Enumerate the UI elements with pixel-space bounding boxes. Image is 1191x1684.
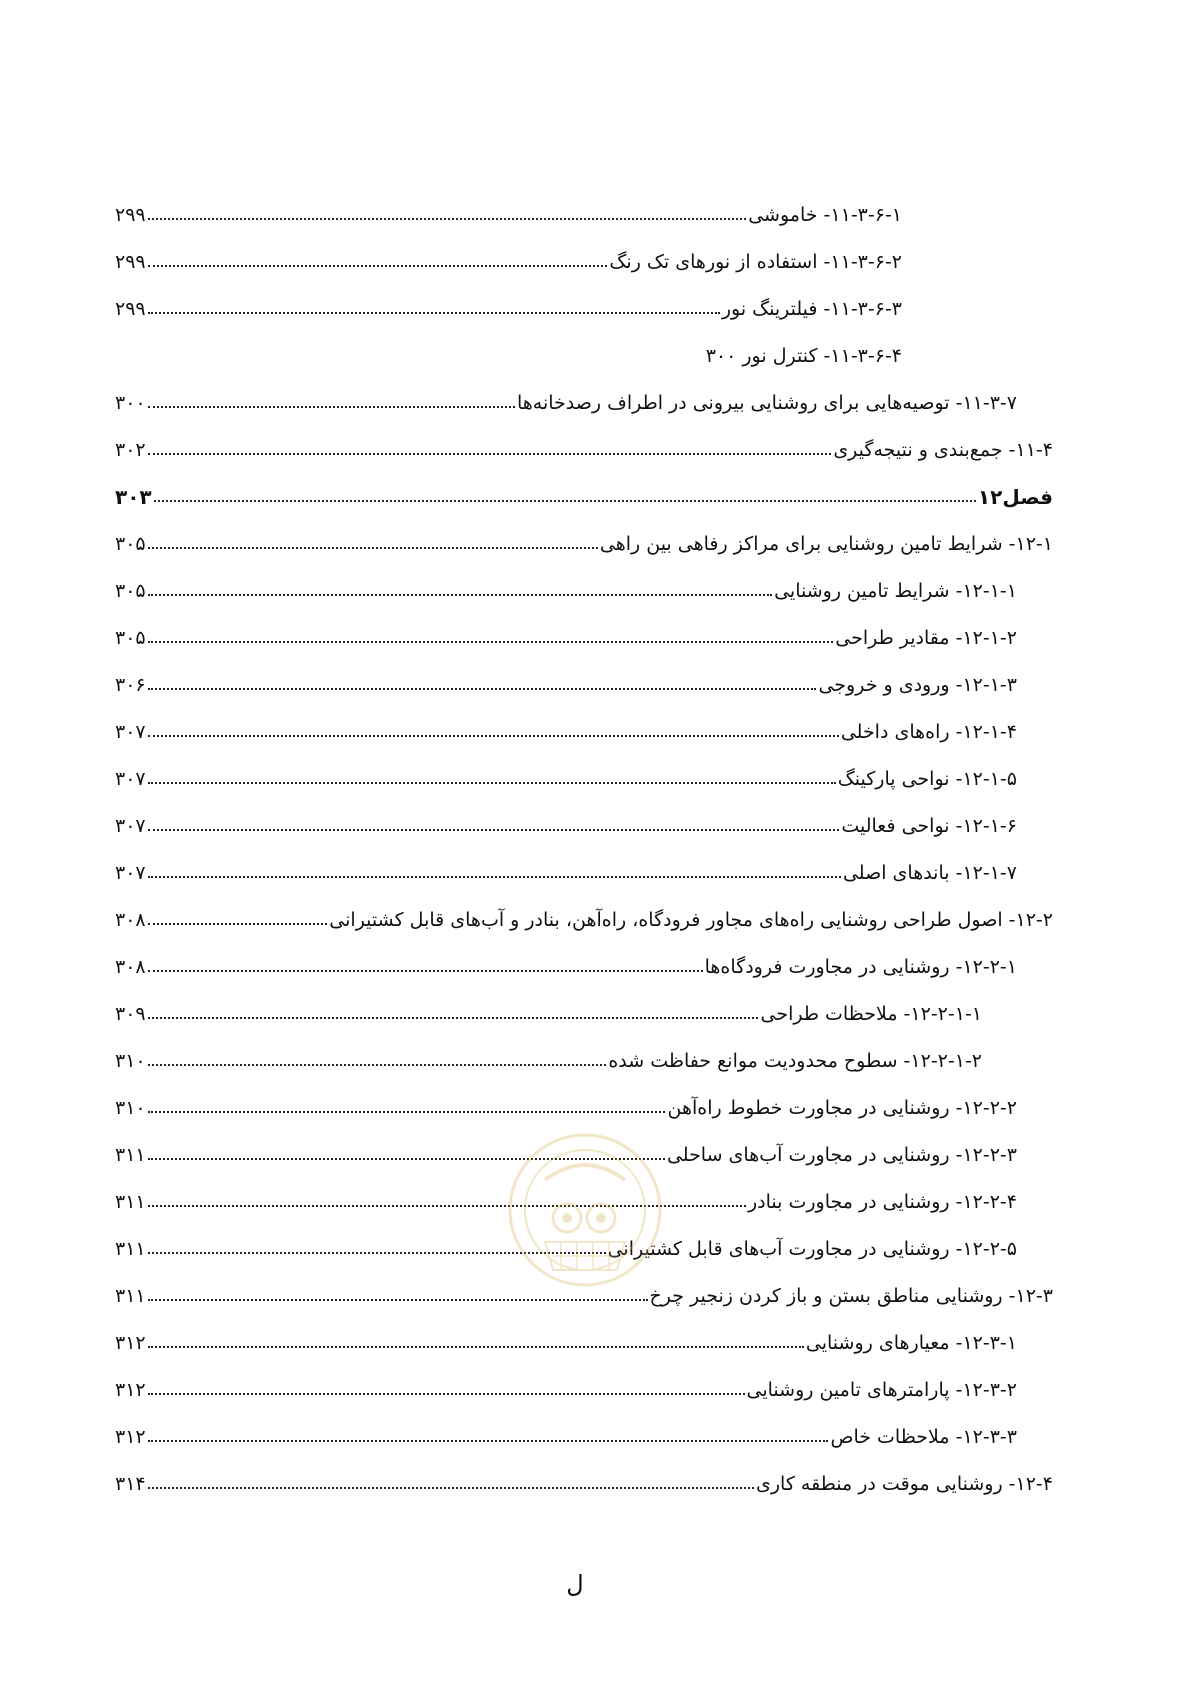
dot-leader <box>148 1346 804 1348</box>
dot-leader <box>148 829 840 831</box>
toc-title: ۱۲-۲-۲- روشنایی در مجاورت خطوط راه‌آهن <box>667 1097 1017 1119</box>
toc-page-number: ۲۹۹ <box>115 204 146 226</box>
toc-page-number: ۳۰۷ <box>115 815 146 837</box>
toc-entry[interactable] <box>115 668 1017 702</box>
toc-title: ۱۲-۲-۱-۲- سطوح محدودیت موانع حفاظت شده <box>608 1050 982 1072</box>
toc-entry[interactable] <box>115 903 1053 937</box>
dot-leader <box>148 265 608 267</box>
toc-entry[interactable] <box>115 1373 1017 1407</box>
toc-title: ۱۲-۱-۲- مقادیر طراحی <box>835 627 1017 649</box>
dot-leader <box>148 782 836 784</box>
dot-leader <box>148 641 834 643</box>
toc-entry[interactable] <box>115 950 1017 984</box>
toc-entry[interactable] <box>115 198 902 232</box>
toc-page-number: ۳۰۷ <box>115 862 146 884</box>
toc-entry[interactable] <box>115 621 1017 655</box>
toc-title: ۱۱-۴- جمع‌بندی و نتیجه‌گیری <box>833 439 1053 461</box>
toc-page-number: ۳۰۹ <box>115 1003 146 1025</box>
toc-page-number: ۲۹۹ <box>115 298 146 320</box>
toc-page-number: ۳۰۵ <box>115 580 146 602</box>
toc-page-number: ۳۰۶ <box>115 674 146 696</box>
dot-leader <box>148 1440 829 1442</box>
dot-leader <box>148 735 839 737</box>
toc-entry[interactable] <box>115 1326 1017 1360</box>
toc-page-number: ۳۱۲ <box>115 1332 146 1354</box>
toc-page-number: ۳۰۳ <box>115 485 152 509</box>
toc-entry[interactable] <box>115 527 1053 561</box>
toc-title: ۱۲-۲-۴- روشنایی در مجاورت بنادر <box>747 1191 1017 1213</box>
toc-title: ۱۲-۴- روشنایی موقت در منطقه کاری <box>756 1473 1053 1495</box>
toc-title: ۱۱-۳-۶-۱- خاموشی <box>748 204 902 226</box>
toc-title: ۱۲-۲-۱- روشنایی در مجاورت فرودگاه‌ها <box>704 956 1017 978</box>
toc-entry[interactable] <box>115 386 1017 420</box>
toc-title: ۱۲-۱-۳- ورودی و خروجی <box>818 674 1017 696</box>
toc-entry[interactable] <box>115 1044 982 1078</box>
toc-title: ۱۲-۱-۴- راه‌های داخلی <box>840 721 1017 743</box>
toc-entry[interactable] <box>115 433 1053 467</box>
toc-title: ۱۱-۳-۶-۲- استفاده از نورهای تک رنگ <box>609 251 902 273</box>
toc-entry[interactable] <box>115 856 1017 890</box>
dot-leader <box>148 688 817 690</box>
toc-title: ۱۲-۳-۲- پارامترهای تامین روشنایی <box>746 1379 1017 1401</box>
dot-leader <box>148 876 841 878</box>
toc-entry[interactable] <box>115 1467 1053 1501</box>
toc-entry[interactable] <box>115 245 902 279</box>
toc-page-number: ۳۰۲ <box>115 439 146 461</box>
toc-entry[interactable] <box>115 1420 1017 1454</box>
toc-page-number: ۳۰۸ <box>115 956 146 978</box>
watermark-logo-icon <box>505 1130 665 1290</box>
toc-title: ۱۱-۳-۶-۴- کنترل نور ۳۰۰ <box>705 345 902 367</box>
page-letter: ل <box>566 1570 584 1598</box>
toc-entry[interactable] <box>115 997 982 1031</box>
toc-title: ۱۲-۲- اصول طراحی روشنایی راه‌های مجاور فرودگاه، راه‌آهن، بنادر و آب‌های قابل کشتیرانی <box>329 909 1053 931</box>
toc-page-number: ۳۰۷ <box>115 721 146 743</box>
dot-leader <box>148 594 772 596</box>
toc-title: ۱۲-۲-۳- روشنایی در مجاورت آب‌های ساحلی <box>666 1144 1017 1166</box>
dot-leader <box>148 547 598 549</box>
toc-page-number: ۳۰۸ <box>115 909 146 931</box>
toc-page-number: ۳۱۰ <box>115 1097 146 1119</box>
dot-leader <box>148 453 832 455</box>
toc-title: ۱۲-۱-۷- باندهای اصلی <box>842 862 1017 884</box>
toc-page-number: ۳۱۰ <box>115 1050 146 1072</box>
toc-title: ۱۲-۱-۱- شرایط تامین روشنایی <box>774 580 1017 602</box>
toc-title: ۱۲-۱-۶- نواحی فعالیت <box>841 815 1017 837</box>
toc-title: ۱۲-۳-۱- معیارهای روشنایی <box>805 1332 1017 1354</box>
dot-leader <box>148 970 703 972</box>
toc-title: ۱۱-۳-۶-۳- فیلترینگ نور <box>721 298 902 320</box>
toc-title: فصل۱۲ <box>977 485 1053 509</box>
toc-entry[interactable] <box>115 574 1017 608</box>
toc-page-number: ۲۹۹ <box>115 251 146 273</box>
dot-leader <box>148 1487 754 1489</box>
toc-entry[interactable] <box>115 292 902 326</box>
toc-page-number: ۳۰۰ <box>115 392 146 414</box>
toc-title: ۱۱-۳-۷- توصیه‌هایی برای روشنایی بیرونی در اطراف رصدخانه‌ها <box>516 392 1017 414</box>
dot-leader <box>148 1017 759 1019</box>
dot-leader <box>154 500 976 502</box>
toc-page-number: ۳۱۲ <box>115 1379 146 1401</box>
toc-entry[interactable] <box>115 715 1017 749</box>
toc-title: ۱۲-۳-۳- ملاحظات خاص <box>830 1426 1017 1448</box>
toc-entry[interactable] <box>115 339 902 373</box>
dot-leader <box>148 218 747 220</box>
toc-page-number: ۳۱۱ <box>115 1238 146 1260</box>
toc-title: ۱۲-۳- روشنایی مناطق بستن و باز کردن زنجیر چرخ <box>649 1285 1053 1307</box>
toc-page-number: ۳۱۱ <box>115 1144 146 1166</box>
toc-page-number: ۳۰۷ <box>115 768 146 790</box>
toc-page-number: ۳۱۲ <box>115 1426 146 1448</box>
toc-page-number: ۳۰۵ <box>115 533 146 555</box>
dot-leader <box>148 923 328 925</box>
toc-title: ۱۲-۱-۵- نواحی پارکینگ <box>837 768 1017 790</box>
dot-leader <box>148 406 515 408</box>
dot-leader <box>148 1299 648 1301</box>
dot-leader <box>148 1064 607 1066</box>
dot-leader <box>148 312 720 314</box>
toc-page-number: ۳۰۵ <box>115 627 146 649</box>
toc-entry[interactable] <box>115 809 1017 843</box>
dot-leader <box>148 1393 745 1395</box>
toc-title: ۱۲-۲-۱-۱- ملاحظات طراحی <box>760 1003 982 1025</box>
toc-entry[interactable] <box>115 762 1017 796</box>
dot-leader <box>148 1111 666 1113</box>
toc-page-number: ۳۱۱ <box>115 1285 146 1307</box>
toc-page-number: ۳۱۱ <box>115 1191 146 1213</box>
toc-entry[interactable] <box>115 1091 1017 1125</box>
toc-page-number: ۳۱۴ <box>115 1473 146 1495</box>
toc-title: ۱۲-۱- شرایط تامین روشنایی برای مراکز رفاهی بین راهی <box>599 533 1053 555</box>
toc-title: ۱۲-۲-۵- روشنایی در مجاورت آب‌های قابل کشتیرانی <box>607 1238 1017 1260</box>
toc-chapter-entry[interactable] <box>115 480 1053 514</box>
